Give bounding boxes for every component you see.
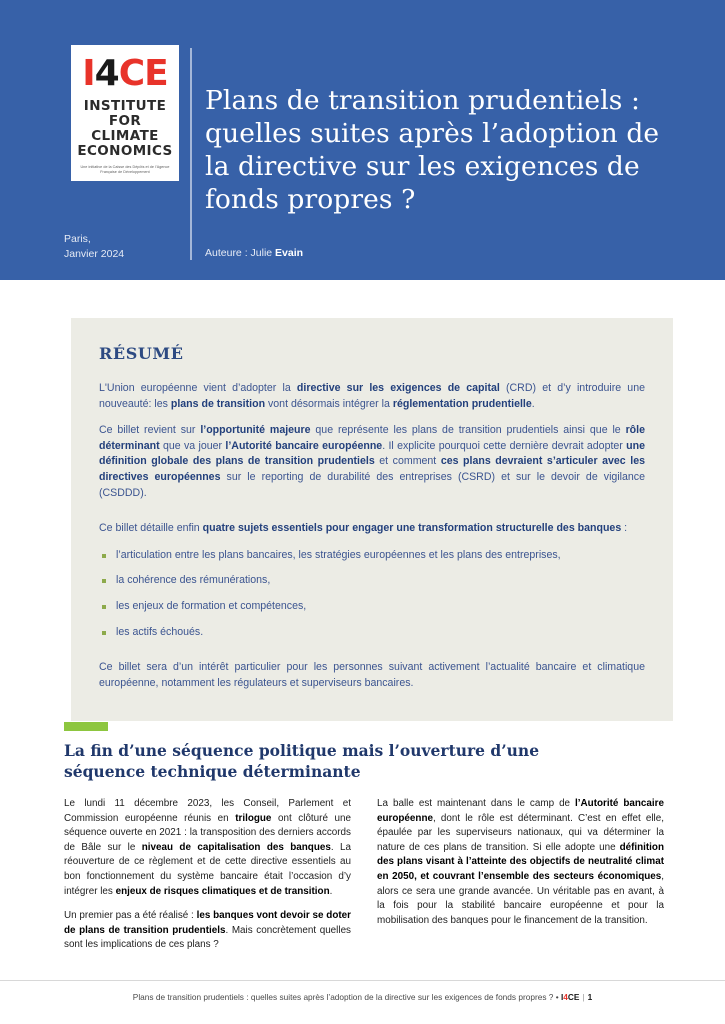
left-p1-text-2: ont clôturé une séquence ouverte en 2021 : la transposition des derniers accords de Bâle sur le bbox=[64, 812, 351, 853]
logo-wordmark-prefix: I bbox=[82, 53, 95, 94]
left-p1-bold-2: niveau de capitalisation des banques bbox=[141, 841, 331, 853]
summary-p2-text-4: . Il explicite pourquoi cette dernière devrait adopter bbox=[382, 439, 627, 452]
author-line bbox=[205, 247, 303, 259]
left-p2-bold-1: les banques vont devoir se doter de plans de transition prudentiels bbox=[64, 910, 351, 936]
publication-date: Janvier 2024 bbox=[64, 248, 125, 260]
i4ce-logo bbox=[71, 45, 179, 181]
summary-p3-text-2: : bbox=[621, 522, 628, 535]
header-vertical-divider bbox=[190, 48, 192, 260]
left-paragraph-2 bbox=[64, 909, 351, 953]
summary-p1-bold-2: plans de transition bbox=[170, 397, 266, 410]
summary-p2-bold-1: l’opportunité majeure bbox=[200, 424, 311, 437]
left-paragraph-1 bbox=[64, 797, 351, 899]
right-p1-text-3: , alors ce sera une grande avancée. Un véritable pas en avant, à la fois pour la stabilité bancaire européenne et pour la mobilisation des banques pour le financement de la transition. bbox=[377, 870, 664, 926]
left-p1-bold-3: enjeux de risques climatiques et de transition bbox=[115, 885, 330, 897]
logo-line-1: INSTITUTE FOR bbox=[83, 98, 167, 129]
section-accent-bar bbox=[64, 722, 108, 731]
summary-p1-text-4: . bbox=[531, 397, 535, 410]
footer-separator: | bbox=[582, 992, 585, 1002]
publication-city: Paris, bbox=[64, 233, 91, 245]
summary-p2-text-5: et comment bbox=[374, 455, 441, 468]
left-p1-text-1: Le lundi 11 décembre 2023, les Conseil, Parlement et Commission européenne réunis en bbox=[64, 798, 351, 824]
author-label: Auteure : Julie bbox=[205, 247, 276, 259]
list-item: les enjeux de formation et compétences, bbox=[99, 599, 645, 615]
logo-wordmark bbox=[82, 53, 168, 94]
summary-p2-text-6: sur le reporting de durabilité des entreprises (CSRD) et sur le devoir de vigilance (CSDDD). bbox=[99, 470, 645, 499]
left-p2-text-1: Un premier pas a été réalisé : bbox=[64, 910, 197, 922]
summary-p2-bold-4: une définition globale des plans de transition prudentiels bbox=[99, 439, 646, 468]
summary-paragraph-2 bbox=[99, 423, 645, 501]
summary-p3-text-1: Ce billet détaille enfin bbox=[99, 522, 203, 535]
logo-fullname bbox=[77, 99, 172, 159]
summary-p1-bold-1: directive sur les exigences de capital bbox=[296, 382, 500, 394]
footer-title: Plans de transition prudentiels : quelles suites après l’adoption de la directive sur les exigences de fonds propres ? bbox=[132, 992, 554, 1002]
list-item: les actifs échoués. bbox=[99, 625, 645, 641]
publication-info bbox=[64, 232, 124, 262]
document-title: Plans de transition prudentiels : quelles suites après l’adoption de la directive sur les exigences de fonds propres ? bbox=[205, 85, 660, 215]
logo-wordmark-suffix: CE bbox=[118, 53, 168, 94]
summary-p2-text-1: Ce billet revient sur bbox=[99, 424, 201, 437]
right-p1-bold-1: l’Autorité bancaire européenne bbox=[377, 798, 664, 824]
section-heading: La fin d’une séquence politique mais l’ouverture d’une séquence technique déterminante bbox=[64, 741, 540, 781]
summary-p1-text-3: vont désormais intégrer la bbox=[265, 397, 393, 410]
footer-bullet: • bbox=[555, 992, 559, 1002]
footer-divider bbox=[0, 980, 725, 981]
author-name: Evain bbox=[275, 247, 304, 259]
document-header bbox=[0, 0, 725, 280]
logo-line-2: CLIMATE bbox=[91, 128, 159, 144]
summary-heading: RÉSUMÉ bbox=[99, 344, 184, 363]
footer-logo bbox=[561, 992, 579, 1002]
summary-paragraph-3 bbox=[99, 521, 645, 537]
body-column-right bbox=[377, 797, 664, 963]
footer-logo-prefix: I bbox=[560, 992, 564, 1002]
logo-line-3: ECONOMICS bbox=[77, 143, 173, 159]
page-footer bbox=[0, 992, 725, 1002]
footer-page-number: 1 bbox=[587, 992, 593, 1002]
summary-p1-text-1: L'Union européenne vient d’adopter la bbox=[99, 382, 297, 394]
list-item: l’articulation entre les plans bancaires, les stratégies européennes et les plans des entreprises, bbox=[99, 548, 645, 564]
left-p2-text-2: . Mais concrètement quelles sont les implications de ces plans ? bbox=[64, 924, 351, 951]
summary-closing-paragraph: Ce billet sera d’un intérêt particulier pour les personnes suivant activement l’actualité bancaire et climatique européenne, notamment les régulateurs et superviseurs bancaires. bbox=[99, 661, 645, 689]
summary-p3-bold-1: quatre sujets essentiels pour engager une transformation structurelle des banques bbox=[202, 522, 622, 535]
right-p1-text-2: , dont le rôle est déterminant. C’est en effet elle, épaulée par les superviseurs nationaux, qui va déterminer la nature de ces plans de transition. Si elle adopte une bbox=[377, 812, 664, 853]
summary-p1-bold-3: réglementation prudentielle bbox=[392, 397, 532, 410]
body-column-left bbox=[64, 797, 351, 963]
summary-p2-text-3: que va jouer bbox=[159, 439, 226, 452]
summary-p1-text-2: (CRD) et d’y introduire une nouveauté: les bbox=[99, 382, 645, 410]
summary-p2-bold-2: rôle déterminant bbox=[99, 424, 645, 452]
left-p1-bold-1: trilogue bbox=[235, 812, 272, 824]
footer-logo-suffix: CE bbox=[567, 992, 580, 1002]
logo-wordmark-accent: 4 bbox=[94, 53, 119, 94]
summary-paragraph-1 bbox=[99, 381, 645, 412]
right-p1-text-1: La balle est maintenant dans le camp de bbox=[377, 798, 576, 809]
right-paragraph-1 bbox=[377, 797, 664, 928]
left-p1-text-4: . bbox=[329, 885, 333, 897]
summary-p2-bold-5: ces plans devraient s’articuler avec les directives européennes bbox=[99, 455, 645, 483]
right-p1-bold-2: définition des plans visant à l’atteinte des objectifs de neutralité climat en 2050, et couvrant l’ensemble des secteurs économiques bbox=[377, 841, 664, 882]
summary-p2-text-2: que représente les plans de transition prudentiels ainsi que le bbox=[310, 424, 626, 437]
summary-bullet-list bbox=[99, 548, 645, 640]
footer-logo-accent: 4 bbox=[563, 992, 568, 1002]
summary-p2-bold-3: l’Autorité bancaire européenne bbox=[225, 439, 383, 452]
list-item: la cohérence des rémunérations, bbox=[99, 573, 645, 589]
logo-tagline: Une initiative de la Caisse des Dépôts et de l'Agence Française de Développement bbox=[80, 165, 170, 174]
summary-box bbox=[71, 318, 673, 721]
body-columns bbox=[64, 797, 664, 963]
left-p1-text-3: . La réouverture de ce règlement et de cette directive essentiels au bon fonctionnement du système bancaire était l’occasion d’y intégrer les bbox=[64, 841, 351, 897]
